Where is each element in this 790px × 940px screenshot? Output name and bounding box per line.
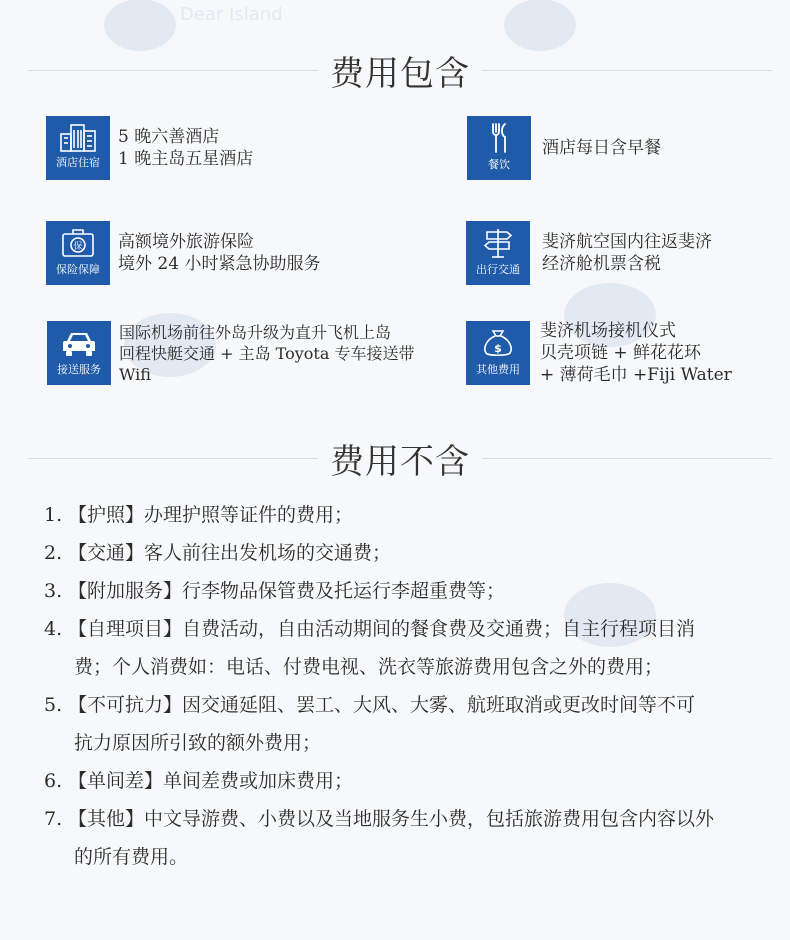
text-line: 1 晚主岛五星酒店 xyxy=(118,149,254,169)
included-item-text xyxy=(542,231,712,275)
text-line: 斐济航空国内往返斐济 xyxy=(542,232,712,252)
icon-tile xyxy=(467,116,531,180)
list-number: 2. xyxy=(44,542,63,564)
list-text: 【交通】客人前往出发机场的交通费； xyxy=(68,542,392,564)
divider-line xyxy=(482,70,772,71)
list-number: 3. xyxy=(44,580,63,602)
icon-tile xyxy=(466,321,530,385)
svg-text:保: 保 xyxy=(73,242,83,252)
list-item xyxy=(44,534,764,572)
included-item-text xyxy=(119,322,414,385)
list-item xyxy=(44,762,764,800)
included-item-text xyxy=(118,231,320,275)
list-text: 【护照】办理护照等证件的费用； xyxy=(68,504,354,526)
icon-label: 接送服务 xyxy=(57,363,101,376)
building-icon xyxy=(57,122,99,152)
included-item-text xyxy=(542,137,661,159)
list-item xyxy=(44,686,764,762)
car-icon xyxy=(58,327,100,359)
text-line: 境外 24 小时紧急协助服务 xyxy=(118,254,321,274)
list-text: 【其他】中文导游费、小费以及当地服务生小费，包括旅游费用包含内容以外 xyxy=(68,808,715,830)
list-number: 4. xyxy=(44,618,63,640)
included-item-meal xyxy=(467,116,661,180)
list-text: 的所有费用。 xyxy=(74,846,189,868)
list-number: 5. xyxy=(44,694,63,716)
signpost-icon xyxy=(477,227,519,259)
icon-tile xyxy=(46,221,110,285)
section-title-text: 费用不含 xyxy=(330,441,470,482)
list-text: 【不可抗力】因交通延阻、罢工、大风、大雾、航班取消或更改时间等不可 xyxy=(68,694,696,716)
section-title-excluded xyxy=(28,438,772,482)
list-number: 1. xyxy=(44,504,63,526)
list-text: 抗力原因所引致的额外费用； xyxy=(74,732,322,754)
section-title-included xyxy=(28,50,772,94)
included-item-other xyxy=(466,320,732,386)
icon-label: 酒店住宿 xyxy=(56,156,100,169)
watermark-text: Dear Island xyxy=(180,4,283,25)
text-line: 斐济机场接机仪式 xyxy=(540,321,676,341)
divider-line xyxy=(482,458,772,459)
icon-label: 出行交通 xyxy=(476,263,520,276)
icon-label: 其他费用 xyxy=(476,363,520,376)
text-line: 5 晚六善酒店 xyxy=(118,127,220,147)
included-item-text xyxy=(118,126,253,170)
text-line: 酒店每日含早餐 xyxy=(542,138,661,158)
included-item-insurance xyxy=(46,221,320,285)
fork-knife-icon xyxy=(478,122,520,154)
icon-label: 餐饮 xyxy=(488,158,510,171)
list-text: 费；个人消费如：电话、付费电视、洗衣等旅游费用包含之外的费用； xyxy=(74,656,664,678)
section-title-text: 费用包含 xyxy=(330,53,470,94)
svg-text:$: $ xyxy=(494,342,502,355)
included-item-transfer xyxy=(47,321,414,385)
text-line: Wifi xyxy=(119,364,151,384)
list-text: 【单间差】单间差费或加床费用； xyxy=(68,770,354,792)
list-item xyxy=(44,496,764,534)
text-line: 贝壳项链 + 鲜花花环 xyxy=(540,343,702,363)
divider-line xyxy=(28,70,318,71)
included-item-hotel xyxy=(46,116,253,180)
text-line: 高额境外旅游保险 xyxy=(118,232,254,252)
list-item xyxy=(44,572,764,610)
text-line: 经济舱机票含税 xyxy=(542,254,661,274)
excluded-list xyxy=(44,496,764,876)
icon-tile xyxy=(466,221,530,285)
text-line: + 薄荷毛巾 +Fiji Water xyxy=(540,365,732,385)
included-item-text xyxy=(540,320,732,386)
divider-line xyxy=(28,458,318,459)
list-number: 7. xyxy=(44,808,63,830)
money-bag-icon xyxy=(477,327,519,359)
included-item-flight xyxy=(466,221,712,285)
text-line: 回程快艇交通 + 主岛 Toyota 专车接送带 xyxy=(119,343,415,363)
list-item xyxy=(44,610,764,686)
list-number: 6. xyxy=(44,770,63,792)
icon-tile xyxy=(46,116,110,180)
text-line: 国际机场前往外岛升级为直升飞机上岛 xyxy=(119,322,392,342)
list-text: 【自理项目】自费活动，自由活动期间的餐食费及交通费；自主行程项目消 xyxy=(68,618,696,640)
insurance-kit-icon xyxy=(57,227,99,259)
list-item xyxy=(44,800,764,876)
icon-label: 保险保障 xyxy=(56,263,100,276)
list-text: 【附加服务】行李物品保管费及托运行李超重费等； xyxy=(68,580,506,602)
icon-tile xyxy=(47,321,111,385)
